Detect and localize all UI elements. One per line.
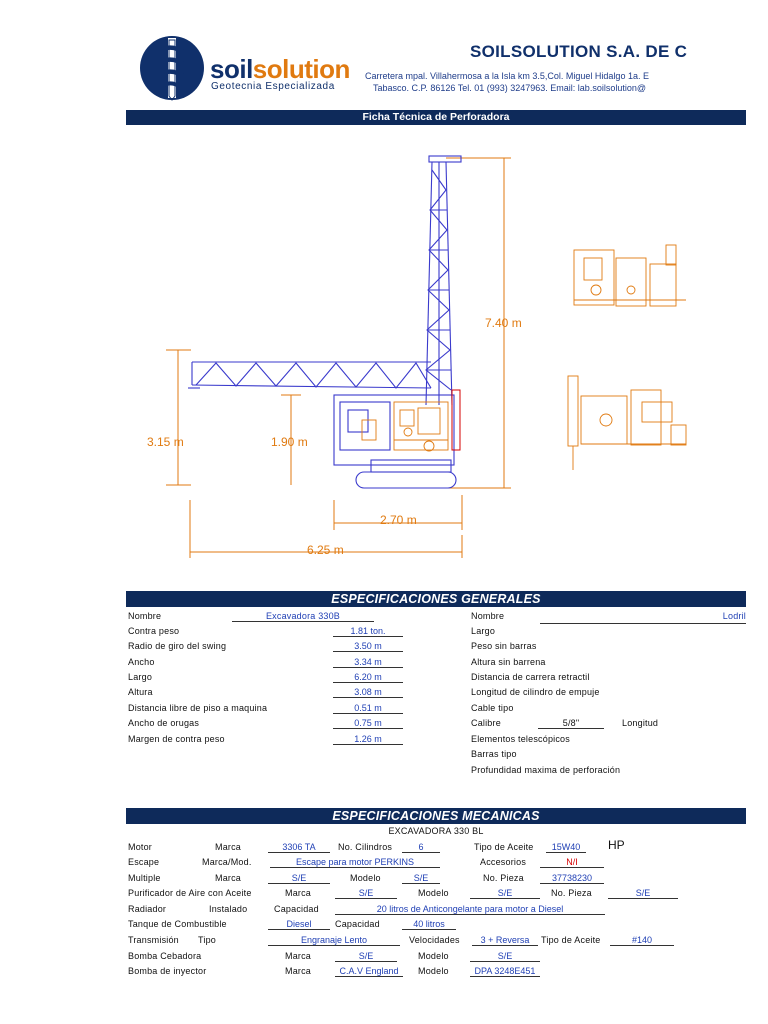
title-bar-text: Ficha Técnica de Perforadora: [362, 111, 510, 123]
mech-tanque-cap-label: Capacidad: [335, 919, 380, 929]
mech-bomba-ceb-label: Bomba Cebadora: [128, 951, 202, 961]
dim-boom-height: 3.15 m: [147, 435, 184, 449]
gen-value-distancia: 0.51 m: [333, 703, 403, 714]
address-line-2: Tabasco. C.P. 86126 Tel. 01 (993) 3247963. Email: lab.soilsolution@: [373, 83, 646, 93]
mech-purificador-pieza-label: No. Pieza: [551, 888, 592, 898]
gen-r-label-altura: Altura sin barrena: [471, 657, 546, 667]
mechanical-subtitle: EXCAVADORA 330 BL: [388, 826, 484, 836]
gen-r-value-calibre: 5/8": [538, 718, 604, 729]
mech-purificador-pieza: S/E: [608, 888, 678, 899]
mech-radiador-inst: Instalado: [209, 904, 248, 914]
company-name: SOILSOLUTION S.A. DE C: [470, 42, 688, 61]
side-view-bottom: [568, 376, 686, 470]
mech-tanque-label: Tanque de Combustible: [128, 919, 227, 929]
mech-multiple-marca: S/E: [268, 873, 330, 884]
gen-value-ancho: 3.34 m: [333, 657, 403, 668]
mech-motor-marca-label: Marca: [215, 842, 242, 852]
drill-rig-drawing: [126, 140, 746, 570]
gen-value-altura: 3.08 m: [333, 687, 403, 698]
mech-transmision-vel: 3 + Reversa: [472, 935, 538, 946]
mast-structure: [426, 156, 461, 405]
gen-r-value-nombre: Lodril: [722, 611, 746, 621]
gen-r-label-nombre: Nombre: [471, 611, 505, 621]
gen-value-radio: 3.50 m: [333, 641, 403, 652]
mech-motor-hp: HP: [608, 838, 625, 852]
gen-value-nombre: Excavadora 330B: [232, 611, 374, 622]
logo-word-soil: soil: [210, 54, 253, 84]
gen-r-label-largo: Largo: [471, 626, 496, 636]
side-view-top: [574, 245, 686, 306]
mech-escape-label: Escape: [128, 857, 160, 867]
mech-motor-aceite: 15W40: [546, 842, 586, 853]
gen-value-contrapeso: 1.81 ton.: [333, 626, 403, 637]
title-bar: [126, 110, 746, 125]
dim-mast-height: 7.40 m: [485, 316, 522, 330]
mech-bomba-ceb-modelo: S/E: [470, 951, 540, 962]
mechanical-specs-bar: [126, 808, 746, 824]
mech-bomba-iny-label: Bomba de inyector: [128, 966, 207, 976]
mech-transmision-aceite-label: Tipo de Aceite: [541, 935, 601, 945]
mech-bomba-ceb-marca-label: Marca: [285, 951, 312, 961]
dimension-lines: [166, 158, 511, 558]
dim-total-width: 6.25 m: [307, 543, 344, 557]
mech-transmision-tipo-label: Tipo: [198, 935, 216, 945]
gen-label-radio: Radio de giro del swing: [128, 641, 227, 651]
mech-purificador-marca-label: Marca: [285, 888, 312, 898]
logo-word-solution: solution: [252, 54, 350, 84]
mech-tanque-cap: 40 litros: [402, 919, 456, 930]
mech-bomba-iny-marca-label: Marca: [285, 966, 312, 976]
gen-r-label-cilindro: Longitud de cilindro de empuje: [471, 687, 600, 697]
mech-motor-marca: 3306 TA: [268, 842, 330, 853]
mech-multiple-pieza: 37738230: [540, 873, 604, 884]
mech-purificador-modelo: S/E: [470, 888, 540, 899]
machine-body: [334, 395, 456, 488]
logo-tagline: Geotecnia Especializada: [211, 81, 335, 92]
gen-label-nombre: Nombre: [128, 611, 162, 621]
gen-r-label-cable: Cable tipo: [471, 703, 514, 713]
engine-detail: [362, 402, 448, 451]
mechanical-specs-title: ESPECIFICACIONES MECANICAS: [332, 809, 540, 823]
general-specs-bar: [126, 591, 746, 607]
dim-body-height: 1.90 m: [271, 435, 308, 449]
gen-r-label-peso: Peso sin barras: [471, 641, 537, 651]
mech-bomba-iny-modelo: DPA 3248E451: [470, 966, 540, 977]
mech-escape-acc-label: Accesorios: [480, 857, 527, 867]
mech-bomba-ceb-marca: S/E: [335, 951, 397, 962]
gen-r-label-telescopicos: Elementos telescópicos: [471, 734, 570, 744]
mech-radiador-cap: 20 litros de Anticongelante para motor a Diesel: [335, 904, 605, 915]
mech-multiple-modelo-label: Modelo: [350, 873, 381, 883]
dim-body-width: 2.70 m: [380, 513, 417, 527]
gen-label-ancho: Ancho: [128, 657, 155, 667]
gen-r-label-profundidad: Profundidad maxima de perforación: [471, 765, 621, 775]
mech-purificador-marca: S/E: [335, 888, 397, 899]
gen-label-contrapeso: Contra peso: [128, 626, 180, 636]
mech-multiple-pieza-label: No. Pieza: [483, 873, 524, 883]
mech-escape-value: Escape para motor PERKINS: [270, 857, 440, 868]
gen-r-label-longitud: Longitud: [622, 718, 659, 728]
mech-motor-label: Motor: [128, 842, 153, 852]
gen-r-label-carrera: Distancia de carrera retractil: [471, 672, 590, 682]
mech-motor-cil-label: No. Cilindros: [338, 842, 393, 852]
mech-bomba-iny-marca: C.A.V England: [335, 966, 403, 977]
gen-r-label-barras: Barras tipo: [471, 749, 517, 759]
boom-structure: [188, 362, 431, 388]
mech-radiador-cap-label: Capacidad: [274, 904, 319, 914]
gen-value-margen: 1.26 m: [333, 734, 403, 745]
gen-label-orugas: Ancho de orugas: [128, 718, 200, 728]
gen-label-largo: Largo: [128, 672, 153, 682]
mech-motor-aceite-label: Tipo de Aceite: [474, 842, 534, 852]
mech-escape-acc: N/I: [540, 857, 604, 868]
mech-radiador-label: Radiador: [128, 904, 167, 914]
mech-escape-marca-label: Marca/Mod.: [202, 857, 252, 867]
general-specs-title: ESPECIFICACIONES GENERALES: [331, 592, 541, 606]
mech-transmision-aceite: #140: [610, 935, 674, 946]
mech-motor-cil: 6: [402, 842, 440, 853]
gen-label-altura: Altura: [128, 687, 153, 697]
mech-transmision-vel-label: Velocidades: [409, 935, 460, 945]
company-logo: [138, 34, 353, 102]
gen-label-margen: Margen de contra peso: [128, 734, 225, 744]
mech-bomba-ceb-modelo-label: Modelo: [418, 951, 449, 961]
gen-value-orugas: 0.75 m: [333, 718, 403, 729]
gen-r-label-calibre: Calibre: [471, 718, 501, 728]
mech-purificador-modelo-label: Modelo: [418, 888, 449, 898]
gen-value-largo: 6.20 m: [333, 672, 403, 683]
mech-transmision-label: Transmisión: [128, 935, 179, 945]
mech-multiple-modelo: S/E: [402, 873, 440, 884]
mech-bomba-iny-modelo-label: Modelo: [418, 966, 449, 976]
mech-multiple-marca-label: Marca: [215, 873, 242, 883]
mech-purificador-label: Purificador de Aire con Aceite: [128, 888, 252, 898]
gen-label-distancia: Distancia libre de piso a maquina: [128, 703, 268, 713]
mech-transmision-tipo: Engranaje Lento: [268, 935, 400, 946]
address-line-1: Carretera mpal. Villahermosa a la Isla km 3.5,Col. Miguel Hidalgo 1a. E: [365, 71, 649, 81]
mech-multiple-label: Multiple: [128, 873, 161, 883]
drill-logo-icon: [138, 34, 208, 102]
mech-tanque-value: Diesel: [268, 919, 330, 930]
